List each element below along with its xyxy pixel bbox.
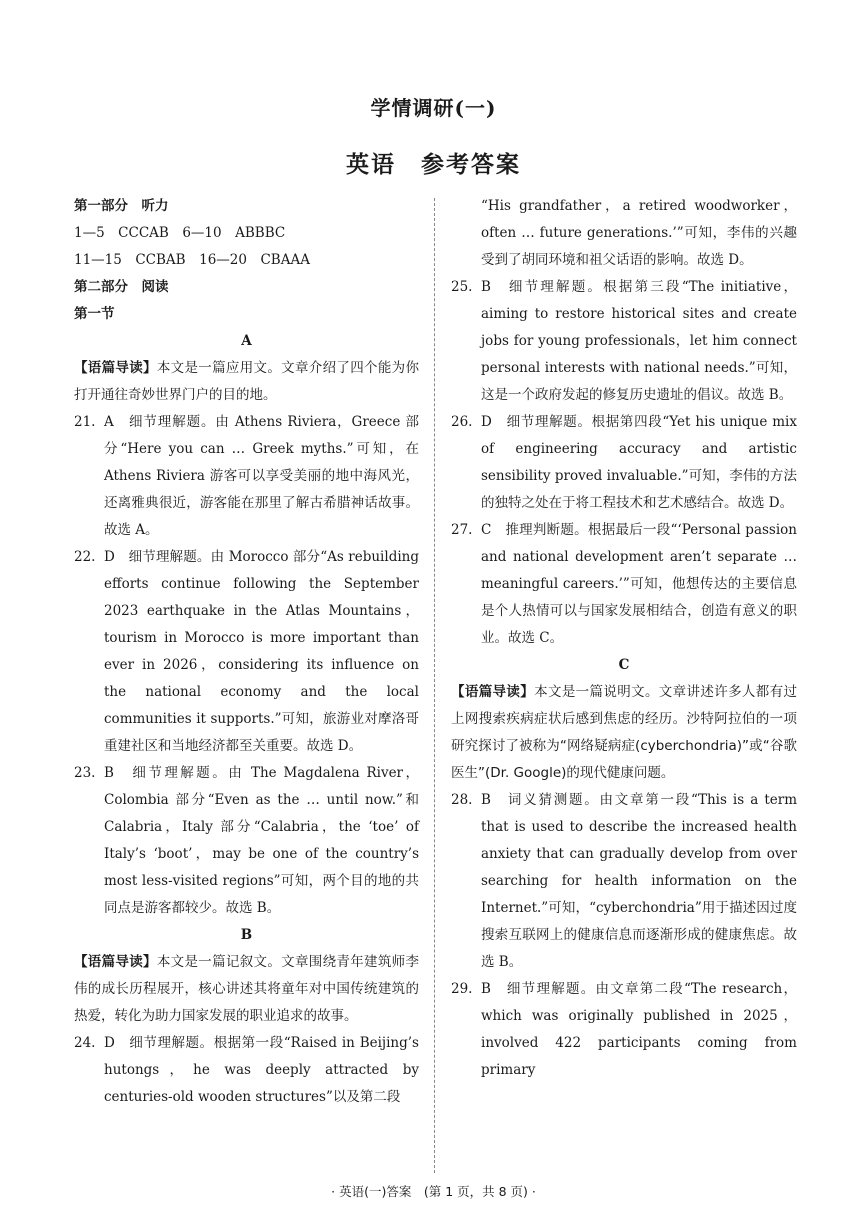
passage-c-label: C — [618, 657, 630, 673]
question-explanation: D 细节理解题。由 Morocco 部分“As rebuilding efforts continue following the September 2023 earthquake in the Atlas Mountains，tourism in Morocco is more important than ever in 2026，considering its influence on the national economy and the local communities it supports.”可知，旅游业对摩洛哥重建社区和当地经济都至关重要。故选 D。 — [104, 549, 419, 754]
document-title: 学情调研(一) — [370, 96, 497, 120]
question-22 — [74, 544, 419, 760]
question-24-continued: “His grandfather，a retired woodworker，often … future generations.’”可知，李伟的兴趣受到了胡同环境和祖父话语的影响。故选 D。 — [481, 198, 797, 268]
question-explanation: B 细节理解题。根据第三段“The initiative，aiming to restore historical sites and create jobs for young professionals，let him connect personal interests with national needs.”可知，这是一个政府发起的修复历史遗址的倡议。故选 B。 — [481, 279, 797, 403]
question-number: 28. — [451, 792, 473, 808]
question-explanation: A 细节理解题。由 Athens Riviera，Greece 部分“Here you can … Greek myths.”可知，在 Athens Riviera 游客可以享受美丽的地中海风光，还离雅典很近，游客能在那里了解古希腊神话故事。故选 A。 — [104, 414, 419, 538]
part2-heading: 第二部分 阅读 — [74, 279, 169, 295]
question-29 — [451, 976, 797, 1084]
part1-heading: 第一部分 听力 — [74, 198, 169, 214]
guide-tag: 【语篇导读】 — [451, 684, 535, 700]
passage-b-label: B — [240, 927, 253, 943]
document-subtitle: 英语 参考答案 — [346, 151, 521, 178]
question-number: 21. — [74, 414, 96, 430]
question-number: 24. — [74, 1035, 96, 1051]
question-number: 29. — [451, 981, 473, 997]
question-number: 25. — [451, 279, 473, 295]
section1-heading: 第一节 — [74, 306, 115, 322]
question-explanation: B 词义猜测题。由文章第一段“This is a term that is used to describe the increased health anxiety that can gradually develop from over searching for health information on the Internet.”可知，“cyberchondria”用于描述因过度搜索互联网上的健康信息而逐渐形成的健康焦虑。故选 B。 — [481, 792, 797, 970]
passage-a-guide — [74, 355, 419, 409]
question-27 — [451, 517, 797, 652]
question-number: 23. — [74, 765, 96, 781]
passage-c-guide — [451, 679, 797, 787]
listening-answers-1: 1—5 CCCAB 6—10 ABBBC — [74, 225, 286, 241]
question-26 — [451, 409, 797, 517]
question-28 — [451, 787, 797, 976]
guide-text: 本文是一篇应用文。文章介绍了四个能为你打开通往奇妙世界门户的目的地。 — [74, 360, 419, 403]
question-25 — [451, 274, 797, 409]
column-divider — [434, 198, 435, 1173]
right-column — [451, 193, 797, 1084]
question-explanation: C 推理判断题。根据最后一段“‘Personal passion and national development aren’t separate … meaningful careers.’”可知，他想传达的主要信息是个人热情可以与国家发展相结合，创造有意义的职业。故选 C。 — [481, 522, 797, 646]
guide-tag: 【语篇导读】 — [74, 360, 157, 376]
question-explanation: D 细节理解题。根据第四段“Yet his unique mix of engineering accuracy and artistic sensibility proved invaluable.”可知，李伟的方法的独特之处在于将工程技术和艺术感结合。故选 D。 — [481, 414, 797, 511]
guide-text: 本文是一篇说明文。文章讲述许多人都有过上网搜索疾病症状后感到焦虑的经历。沙特阿拉伯的一项研究探讨了被称为“网络疑病症(cyberchondria)”或“谷歌医生”(Dr. Google)的现代健康问题。 — [451, 684, 797, 781]
question-21 — [74, 409, 419, 544]
question-explanation: D 细节理解题。根据第一段“Raised in Beijing’s hutongs，he was deeply attracted by centuries-old wooden structures”以及第二段 — [104, 1035, 419, 1105]
question-number: 27. — [451, 522, 473, 538]
question-23 — [74, 760, 419, 922]
left-column — [74, 193, 419, 1111]
question-number: 22. — [74, 549, 96, 565]
question-explanation: B 细节理解题。由文章第二段“The research，which was originally published in 2025，involved 422 participants coming from primary — [481, 981, 797, 1078]
guide-text: 本文是一篇记叙文。文章围绕青年建筑师李伟的成长历程展开，核心讲述其将童年对中国传统建筑的热爱，转化为助力国家发展的职业追求的故事。 — [74, 954, 419, 1024]
guide-tag: 【语篇导读】 — [74, 954, 157, 970]
listening-answers-2: 11—15 CCBAB 16—20 CBAAA — [74, 252, 310, 268]
question-24 — [74, 1030, 419, 1111]
passage-a-label: A — [241, 333, 252, 349]
question-number: 26. — [451, 414, 473, 430]
question-explanation: B 细节理解题。由 The Magdalena River，Colombia 部分“Even as the … until now.”和 Calabria，Italy 部分“Calabria，the ‘toe’ of Italy’s ‘boot’，may be one of the country’s most less-visited regions”可知，两个目的地的共同点是游客都较少。故选 B。 — [104, 765, 419, 916]
passage-b-guide — [74, 949, 419, 1030]
page-footer: · 英语(一)答案 (第 1 页，共 8 页) · — [331, 1184, 536, 1199]
